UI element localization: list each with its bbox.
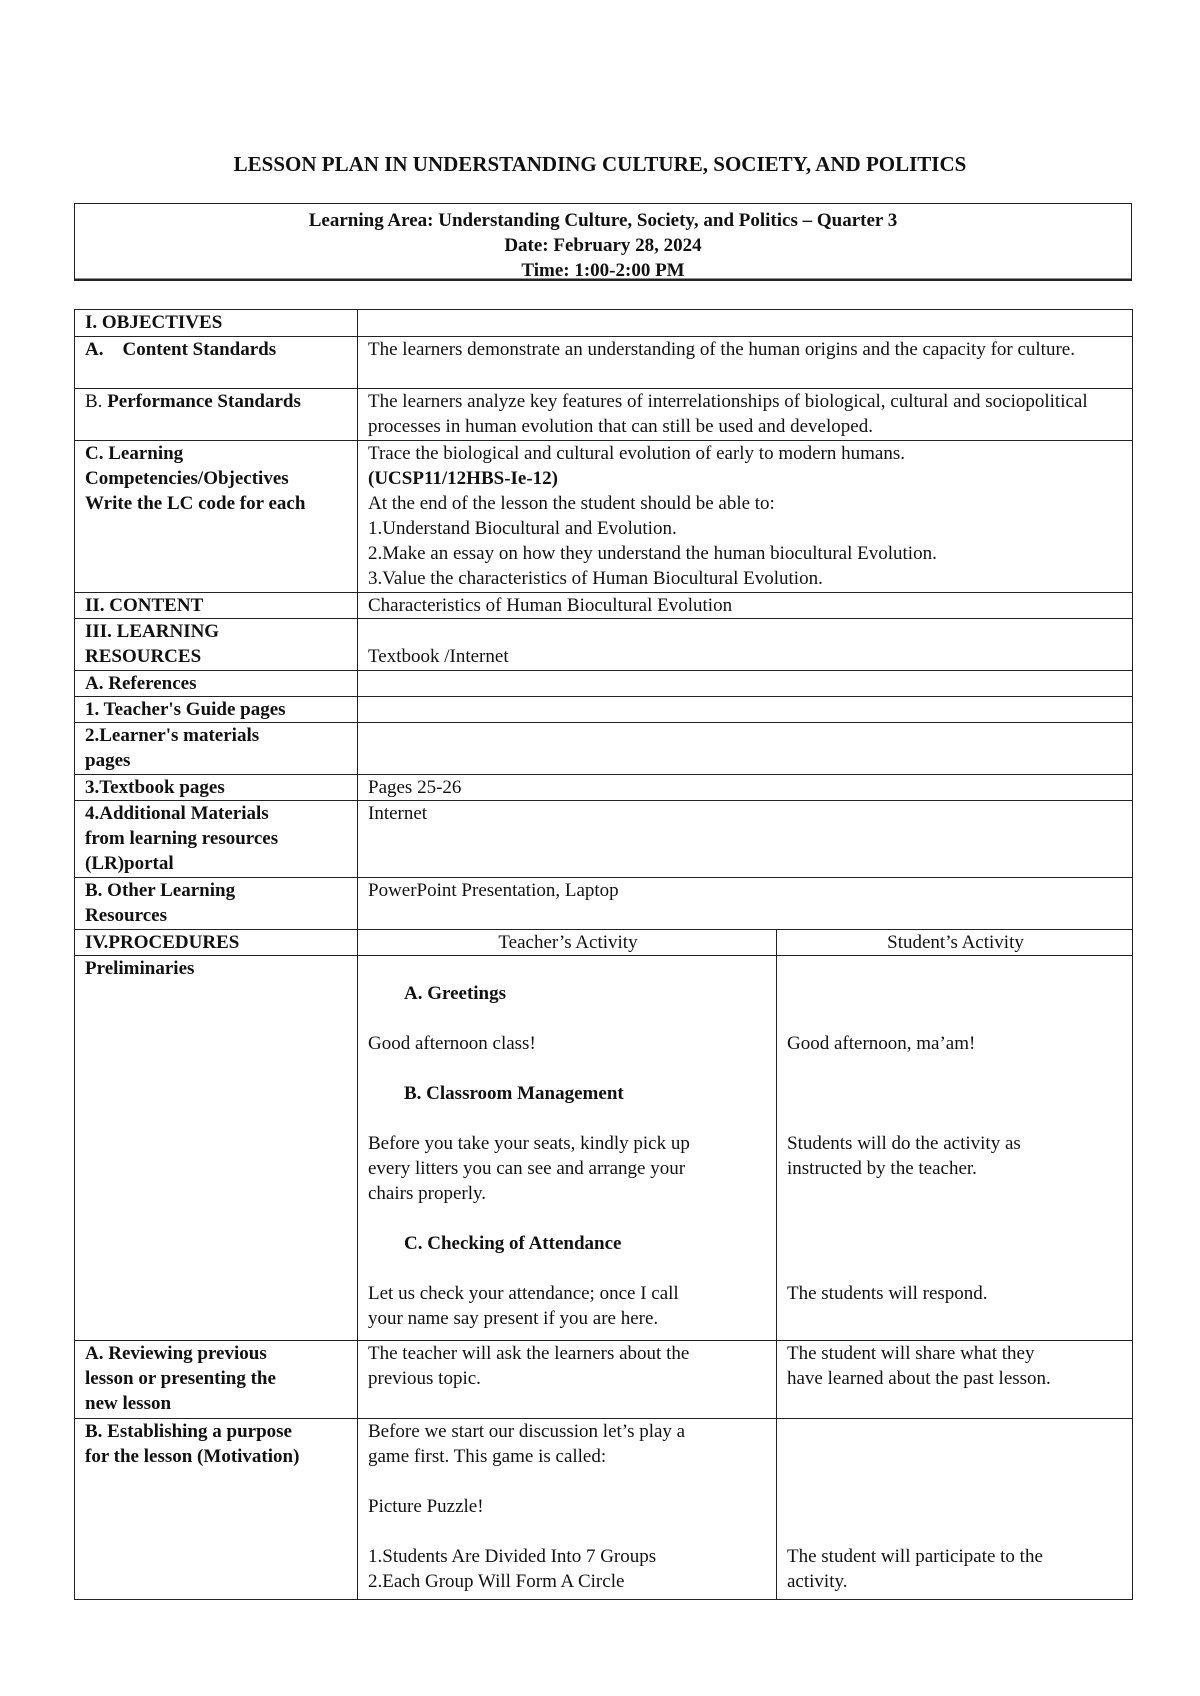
content-value: Characteristics of Human Biocultural Evolution: [358, 593, 1133, 619]
student-activity-header: Student’s Activity: [777, 930, 1133, 956]
page-title: LESSON PLAN IN UNDERSTANDING CULTURE, SOCIETY, AND POLITICS: [233, 152, 967, 176]
table-row: [75, 775, 1133, 801]
performance-standards-value: The learners analyze key features of interrelationships of biological, cultural and sociopolitical processes in human evolution that can still be used and developed.: [358, 389, 1133, 441]
greetings-heading: A. Greetings: [404, 983, 507, 1004]
content-standards-label: A. Content Standards: [75, 337, 358, 389]
attendance-heading: C. Checking of Attendance: [404, 1233, 622, 1254]
table-row: [75, 310, 1133, 337]
additional-materials-label: 4.Additional Materials from learning resources (LR)portal: [75, 801, 358, 878]
motivation-label: B. Establishing a purpose for the lesson (Motivation): [75, 1419, 358, 1600]
table-row: [75, 337, 1133, 389]
teacher-activity-header: Teacher’s Activity: [358, 930, 777, 956]
list-item: 1.Understand Biocultural and Evolution.: [368, 518, 677, 539]
content-heading: II. CONTENT: [75, 593, 358, 619]
procedures-heading: IV.PROCEDURES: [75, 930, 358, 956]
lc-code: (UCSP11/12HBS-Ie-12): [368, 468, 558, 489]
lesson-plan-table: [74, 309, 1133, 1600]
textbook-label: 3.Textbook pages: [75, 775, 358, 801]
reviewing-student: The student will share what they have learned about the past lesson.: [777, 1341, 1133, 1419]
learners-materials-label: 2.Learner's materials pages: [75, 723, 358, 775]
table-row: [75, 801, 1133, 878]
competencies-value: Trace the biological and cultural evolution of early to modern humans. (UCSP11/12HBS-Ie-12) At the end of the lesson the student should be able to: 1.Understand Biocultural and Evolution. 2.Make an essay on how they understand the human biocultural Evolution. 3.Value the characteristics of Human Biocultural Evolution.: [358, 441, 1133, 593]
motivation-student: The student will participate to the activity.: [777, 1419, 1133, 1600]
list-item: 2.Make an essay on how they understand the human biocultural Evolution.: [368, 543, 937, 564]
learning-area: Learning Area: Understanding Culture, Society, and Politics – Quarter 3: [308, 210, 898, 231]
teachers-guide-label: 1. Teacher's Guide pages: [75, 697, 358, 723]
preliminaries-label: Preliminaries: [75, 956, 358, 1341]
management-heading: B. Classroom Management: [404, 1083, 624, 1104]
table-row: [75, 619, 1133, 671]
objectives-heading: I. OBJECTIVES: [75, 310, 358, 337]
list-item: 2.Each Group Will Form A Circle: [368, 1571, 625, 1592]
performance-standards-label: B. Performance Standards: [75, 389, 358, 441]
table-row: [75, 930, 1133, 956]
table-row: [75, 441, 1133, 593]
references-label: A. References: [75, 671, 358, 697]
lesson-date: Date: February 28, 2024: [504, 235, 702, 256]
table-row: [75, 671, 1133, 697]
additional-materials-value: Internet: [358, 801, 1133, 878]
reviewing-label: A. Reviewing previous lesson or presenting the new lesson: [75, 1341, 358, 1419]
table-row: [75, 956, 1133, 1341]
table-row: [75, 593, 1133, 619]
table-row: [75, 878, 1133, 930]
preliminaries-teacher: A. Greetings Good afternoon class! B. Classroom Management Before you take your seats, kindly pick up every litters you can see and arrange your chairs properly. C. Checking of Attendance Let us check your attendance; once I call your name say present if you are here.: [358, 956, 777, 1341]
table-row: [75, 1419, 1133, 1600]
resources-heading: III. LEARNING RESOURCES: [75, 619, 358, 671]
resources-value: Textbook /Internet: [358, 619, 1133, 671]
other-resources-label: B. Other Learning Resources: [75, 878, 358, 930]
table-row: [75, 697, 1133, 723]
table-row: [75, 1341, 1133, 1419]
table-row: [75, 723, 1133, 775]
lesson-time: Time: 1:00-2:00 PM: [521, 260, 685, 281]
textbook-value: Pages 25-26: [358, 775, 1133, 801]
motivation-teacher: Before we start our discussion let’s play a game first. This game is called: Picture Puzzle! 1.Students Are Divided Into 7 Groups 2.Each Group Will Form A Circle: [358, 1419, 777, 1600]
game-name: Picture Puzzle!: [368, 1496, 484, 1517]
list-item: 3.Value the characteristics of Human Biocultural Evolution.: [368, 568, 823, 589]
other-resources-value: PowerPoint Presentation, Laptop: [358, 878, 1133, 930]
table-row: [75, 389, 1133, 441]
preliminaries-student: Good afternoon, ma’am! Students will do the activity as instructed by the teacher. The students will respond.: [777, 956, 1133, 1341]
reviewing-teacher: The teacher will ask the learners about the previous topic.: [358, 1341, 777, 1419]
list-item: 1.Students Are Divided Into 7 Groups: [368, 1546, 657, 1567]
competencies-label: C. Learning Competencies/Objectives Write the LC code for each: [75, 441, 358, 593]
lesson-header: [74, 203, 1132, 281]
content-standards-value: The learners demonstrate an understanding of the human origins and the capacity for culture.: [358, 337, 1133, 389]
